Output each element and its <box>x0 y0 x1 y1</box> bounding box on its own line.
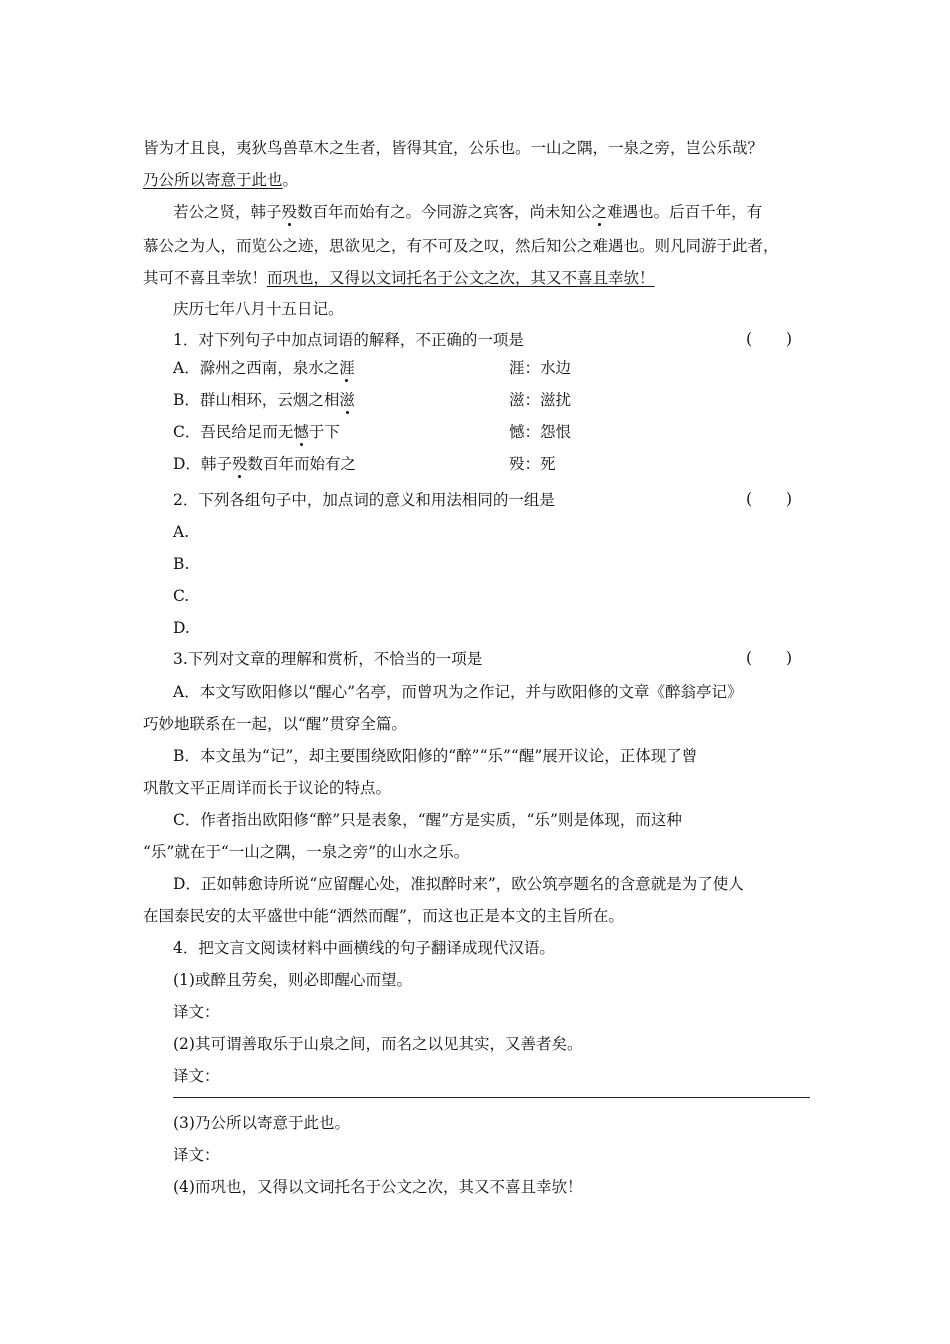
passage-line: 若公之贤，韩子殁数百年而始有之。今同游之宾客，尚未知公之难遇也。后百千年，有 <box>173 203 763 221</box>
question-3-option-d: D．正如韩愈诗所说“应留醒心处，准拟醉时来”，欧公筑亭题名的含意就是为了使人 <box>173 875 744 893</box>
passage-line: 乃公所以寄意于此也。 <box>143 171 299 189</box>
dotted-word: 涯 <box>339 359 355 377</box>
passage-line: 皆为才且良，夷狄鸟兽草木之生者，皆得其宜，公乐也。一山之隅，一泉之旁，岂公乐哉？ <box>143 139 764 157</box>
question-3-option-a: A．本文写欧阳修以“醒心”名亭，而曾巩为之作记，并与欧阳修的文章《醉翁亭记》 <box>173 683 743 701</box>
underlined-sentence: 乃公所以寄意于此也 <box>143 171 283 189</box>
answer-parentheses: ( ) <box>746 490 793 508</box>
dotted-word: 滋 <box>339 391 355 409</box>
passage-line: 其可不喜且幸欤！而巩也，又得以文词托名于公文之次，其又不喜且幸欤！ <box>143 269 655 287</box>
question-1-option-a: A．滁州之西南，泉水之涯 <box>173 359 355 377</box>
translation-label: 译文： <box>173 1146 220 1164</box>
translation-label: 译文： <box>173 1067 220 1085</box>
question-2-option-c: C. <box>173 587 190 605</box>
question-2-option-a: A. <box>173 523 190 541</box>
question-1-gloss-b: 滋：滋扰 <box>509 391 572 409</box>
question-2-option-b: B. <box>173 555 190 573</box>
answer-parentheses: ( ) <box>746 649 793 667</box>
dotted-word: 之 <box>591 203 608 221</box>
question-1-gloss-d: 殁：死 <box>509 455 556 473</box>
question-1-option-b: B．群山相环，云烟之相滋 <box>173 391 355 409</box>
dotted-word: 殁 <box>231 455 248 473</box>
question-4-sentence-2: (2)其可谓善取乐于山泉之间，而名之以见其实，又善者矣。 <box>173 1035 583 1053</box>
dotted-word: 殁 <box>281 203 298 221</box>
translation-label: 译文： <box>173 1003 220 1021</box>
question-2-option-d: D. <box>173 619 190 637</box>
question-3-option-b-cont: 巩散文平正周详而长于议论的特点。 <box>143 779 392 797</box>
question-3-option-b: B．本文虽为“记”，却主要围绕欧阳修的“醉”“乐”“醒”展开议论，正体现了曾 <box>173 747 698 765</box>
question-3-option-c: C．作者指出欧阳修“醉”只是表象，“醒”方是实质，“乐”则是体现，而这种 <box>173 811 682 829</box>
question-1-stem: 1．对下列句子中加点词语的解释，不正确的一项是 <box>173 331 524 349</box>
question-1-gloss-c: 憾：怨恨 <box>509 423 572 441</box>
underlined-sentence: 而巩也，又得以文词托名于公文之次，其又不喜且幸欤！ <box>267 269 655 287</box>
answer-parentheses: ( ) <box>746 330 793 348</box>
date-line: 庆历七年八月十五日记。 <box>173 300 344 318</box>
question-4-sentence-1: (1)或醉且劳矣，则必即醒心而望。 <box>173 971 412 989</box>
question-4-stem: 4．把文言文阅读材料中画横线的句子翻译成现代汉语。 <box>173 939 555 957</box>
question-3-option-a-cont: 巧妙地联系在一起，以“醒”贯穿全篇。 <box>143 715 407 733</box>
question-1-option-c: C．吾民给足而无憾于下 <box>173 423 340 441</box>
answer-line <box>173 1097 810 1098</box>
passage-line: 慕公之为人，而览公之迹，思欲见之，有不可及之叹，然后知公之难遇也。则凡同游于此者， <box>143 237 779 255</box>
dotted-word: 憾 <box>293 423 309 441</box>
question-4-sentence-4: (4)而巩也，又得以文词托名于公文之次，其又不喜且幸欤！ <box>173 1178 583 1196</box>
question-3-stem: 3.下列对文章的理解和赏析，不恰当的一项是 <box>173 650 483 668</box>
question-1-option-d: D．韩子殁数百年而始有之 <box>173 455 356 473</box>
question-4-sentence-3: (3)乃公所以寄意于此也。 <box>173 1114 350 1132</box>
question-2-stem: 2．下列各组句子中，加点词的意义和用法相同的一组是 <box>173 491 555 509</box>
question-1-gloss-a: 涯：水边 <box>509 359 572 377</box>
question-3-option-c-cont: “乐”就在于“一山之隅，一泉之旁”的山水之乐。 <box>143 843 470 861</box>
question-3-option-d-cont: 在国泰民安的太平盛世中能“洒然而醒”，而这也正是本文的主旨所在。 <box>143 907 624 925</box>
